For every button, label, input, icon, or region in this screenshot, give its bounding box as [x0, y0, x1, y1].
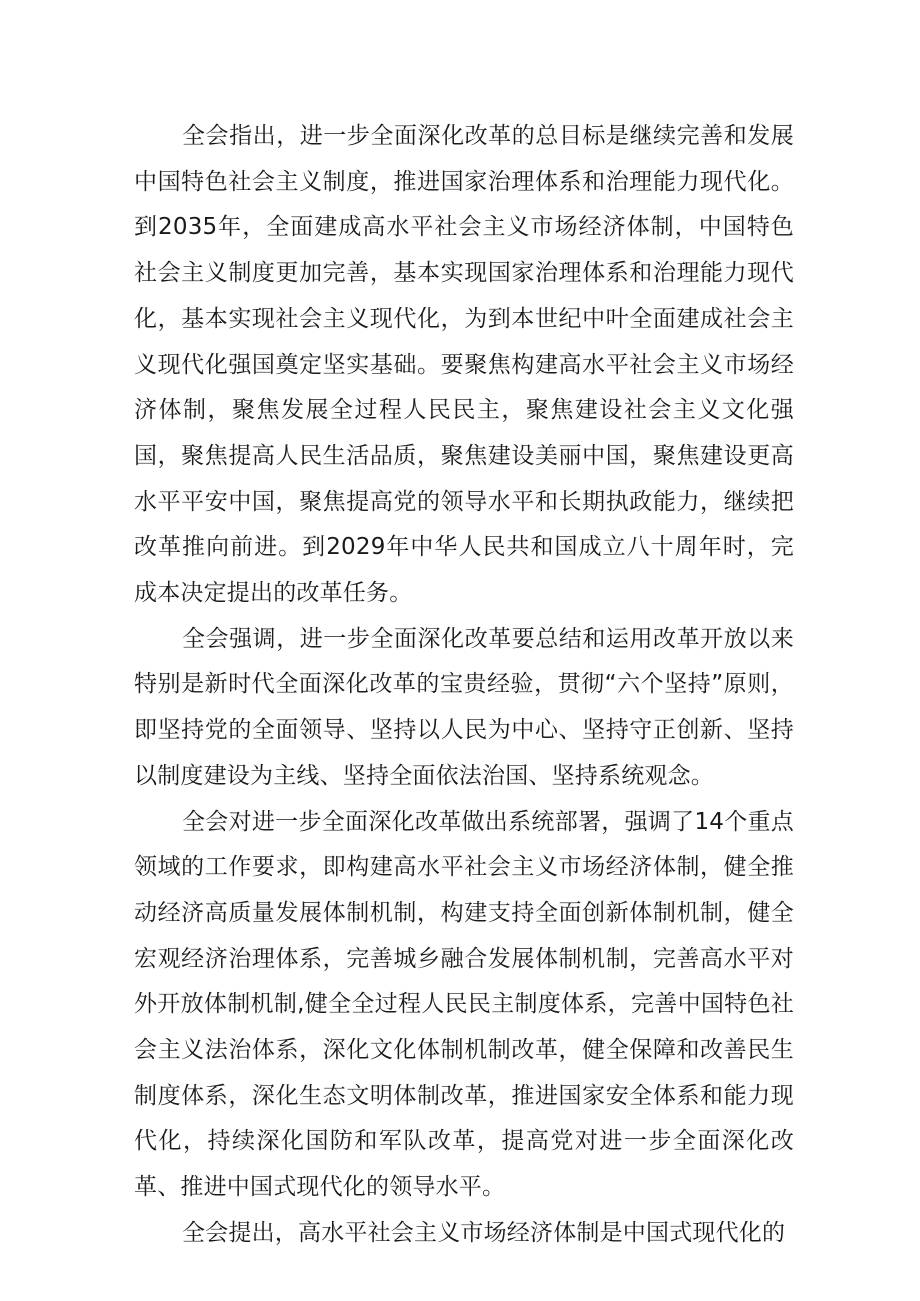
paragraph-key-areas: 全会对进一步全面深化改革做出系统部署，强调了14个重点领域的工作要求，即构建高水平社会主义市场经济体制，健全推动经济高质量发展体制机制，构建支持全面创新体制机制，健全宏观经济治理体系，完善城乡融合发展体制机制，完善高水平对外开放体制机制,健全全过程人民民主制度体系，完善中国特色社会主义法治体系，深化文化体制机制改革，健全保障和改善民生制度体系，深化生态文明体制改革，推进国家安全体系和能力现代化，持续深化国防和军队改革，提高党对进一步全面深化改革、推进中国式现代化的领导水平。: [134, 808, 794, 1201]
paragraph-market-economy: 全会提出，高水平社会主义市场经济体制是中国式现代化的: [182, 1219, 786, 1246]
document-body: [134, 114, 794, 1257]
paragraph-overall-goal: 全会指出，进一步全面深化改革的总目标是继续完善和发展中国特色社会主义制度，推进国家治理体系和治理能力现代化。到2035年，全面建成高水平社会主义市场经济体制，中国特色社会主义制度更加完善，基本实现国家治理体系和治理能力现代化，基本实现社会主义现代化，为到本世纪中叶全面建成社会主义现代化强国奠定坚实基础。要聚焦构建高水平社会主义市场经济体制，聚焦发展全过程人民民主，聚焦建设社会主义文化强国，聚焦提高人民生活品质，聚焦建设美丽中国，聚焦建设更高水平平安中国，聚焦提高党的领导水平和长期执政能力，继续把改革推向前进。到2029年中华人民共和国成立八十周年时，完成本决定提出的改革任务。: [134, 123, 794, 607]
paragraph-six-principles: 全会强调，进一步全面深化改革要总结和运用改革开放以来特别是新时代全面深化改革的宝贵经验，贯彻“六个坚持”原则，即坚持党的全面领导、坚持以人民为中心、坚持守正创新、坚持以制度建设为主线、坚持全面依法治国、坚持系统观念。: [134, 625, 794, 789]
